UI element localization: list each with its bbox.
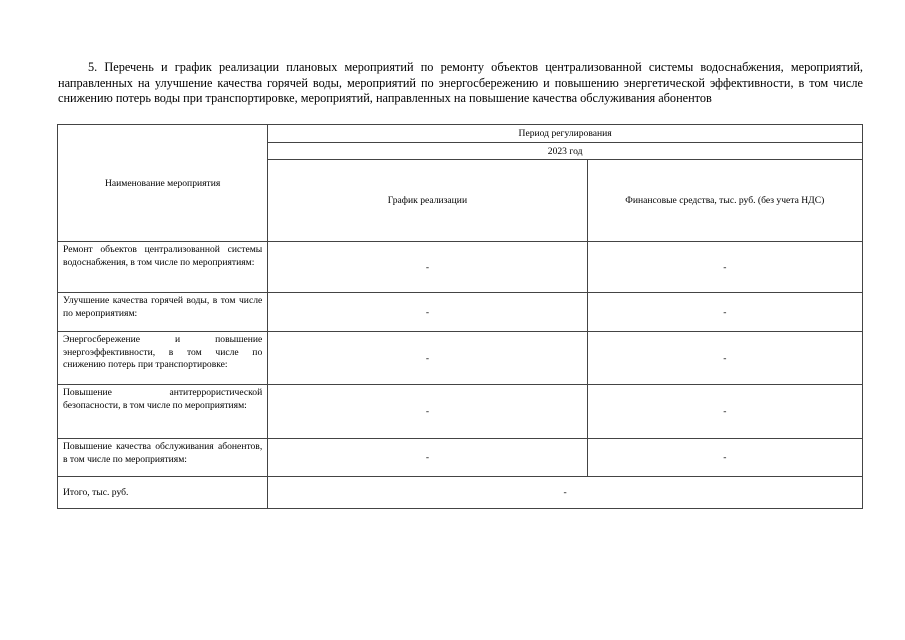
total-value: - xyxy=(268,477,863,509)
header-schedule: График реализации xyxy=(268,160,587,242)
table-row xyxy=(58,242,863,293)
row-schedule: - xyxy=(268,332,587,385)
total-label: Итого, тыс. руб. xyxy=(58,477,268,509)
header-finance: Финансовые средства, тыс. руб. (без учета НДС) xyxy=(587,160,862,242)
activities-table xyxy=(57,124,863,509)
row-finance: - xyxy=(587,385,862,439)
total-row xyxy=(58,477,863,509)
row-schedule: - xyxy=(268,439,587,477)
table-row xyxy=(58,293,863,332)
row-finance: - xyxy=(587,439,862,477)
row-schedule: - xyxy=(268,293,587,332)
table-row xyxy=(58,332,863,385)
section-heading-text: 5. Перечень и график реализации плановых мероприятий по ремонту объектов централизованной системы водоснабжения, мероприятий, направленных на улучшение качества горячей воды, мероприятий по энергосбережению и повышению энергетической эффективности, в том числе снижению потерь воды при транспортировке, мероприятий, направленных на повышение качества обслуживания абонентов xyxy=(58,60,863,105)
header-year: 2023 год xyxy=(268,143,863,160)
row-schedule: - xyxy=(268,385,587,439)
row-name: Улучшение качества горячей воды, в том числе по мероприятиям: xyxy=(58,293,268,332)
header-period: Период регулирования xyxy=(268,125,863,143)
header-activity-name: Наименование мероприятия xyxy=(58,125,268,242)
header-row-period xyxy=(58,125,863,143)
section-heading xyxy=(58,60,863,107)
table-row xyxy=(58,385,863,439)
row-finance: - xyxy=(587,242,862,293)
row-name: Ремонт объектов централизованной системы водоснабжения, в том числе по мероприятиям: xyxy=(58,242,268,293)
row-name: Энергосбережение и повышение энергоэффективности, в том числе по снижению потерь при транспортировке: xyxy=(58,332,268,385)
row-finance: - xyxy=(587,332,862,385)
row-finance: - xyxy=(587,293,862,332)
table-row xyxy=(58,439,863,477)
row-schedule: - xyxy=(268,242,587,293)
row-name: Повышение качества обслуживания абонентов, в том числе по мероприятиям: xyxy=(58,439,268,477)
row-name: Повышение антитеррористической безопасности, в том числе по мероприятиям: xyxy=(58,385,268,439)
